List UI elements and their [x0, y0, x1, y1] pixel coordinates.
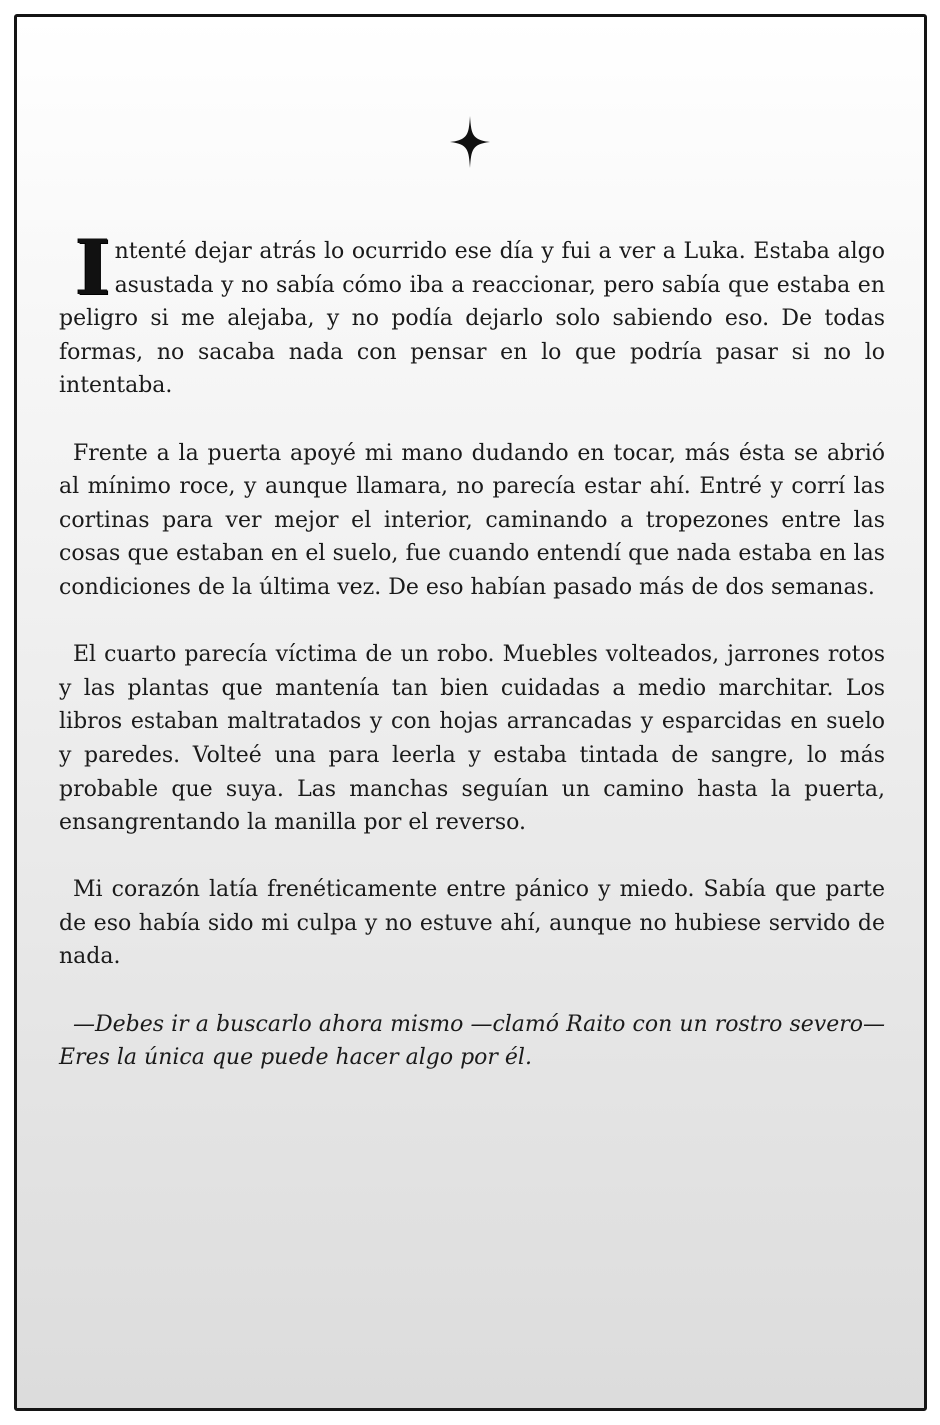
paragraph-2: Frente a la puerta apoyé mi mano dudando en tocar, más ésta se abrió al mínimo roce, y aunque llamara, no parecía estar ahí. Entré y corrí las cortinas para ver mejor el interior, caminando a tropezones entre las cosas que estaban en el suelo, fue cuando entendí que nada estaba en las condiciones de la última vez. De eso habían pasado más de dos semanas.: [59, 440, 885, 600]
chapter-text: [59, 223, 885, 1108]
drop-cap: I: [75, 223, 111, 312]
paragraph-1: [59, 223, 885, 403]
four-point-star-icon: [450, 116, 490, 168]
dialogue-paragraph: —Debes ir a buscarlo ahora mismo —clamó Raito con un rostro severo— Eres la única que puede hacer algo por él.: [59, 1011, 885, 1071]
paragraph-3: El cuarto parecía víctima de un robo. Muebles volteados, jarrones rotos y las plantas que mantenía tan bien cuidadas a medio marchitar. Los libros estaban maltratados y con hojas arrancadas y esparcidas en suelo y paredes. Volteé una para leerla y estaba tintada de sangre, lo más probable que suya. Las manchas seguían un camino hasta la puerta, ensangrentando la manilla por el reverso.: [59, 642, 885, 836]
page-frame: [14, 14, 927, 1411]
paragraph-4: Mi corazón latía frenéticamente entre pánico y miedo. Sabía que parte de eso había sido mi culpa y no estuve ahí, aunque no hubiese servido de nada.: [59, 877, 885, 970]
paragraph-1-text: ntenté dejar atrás lo ocurrido ese día y fui a ver a Luka. Estaba algo asustada y no sabía cómo iba a reaccionar, pero sabía que estaba en peligro si me alejaba, y no podía dejarlo solo sabiendo eso. De todas formas, no sacaba nada con pensar en lo que podría pasar si no lo intentaba.: [59, 239, 885, 399]
